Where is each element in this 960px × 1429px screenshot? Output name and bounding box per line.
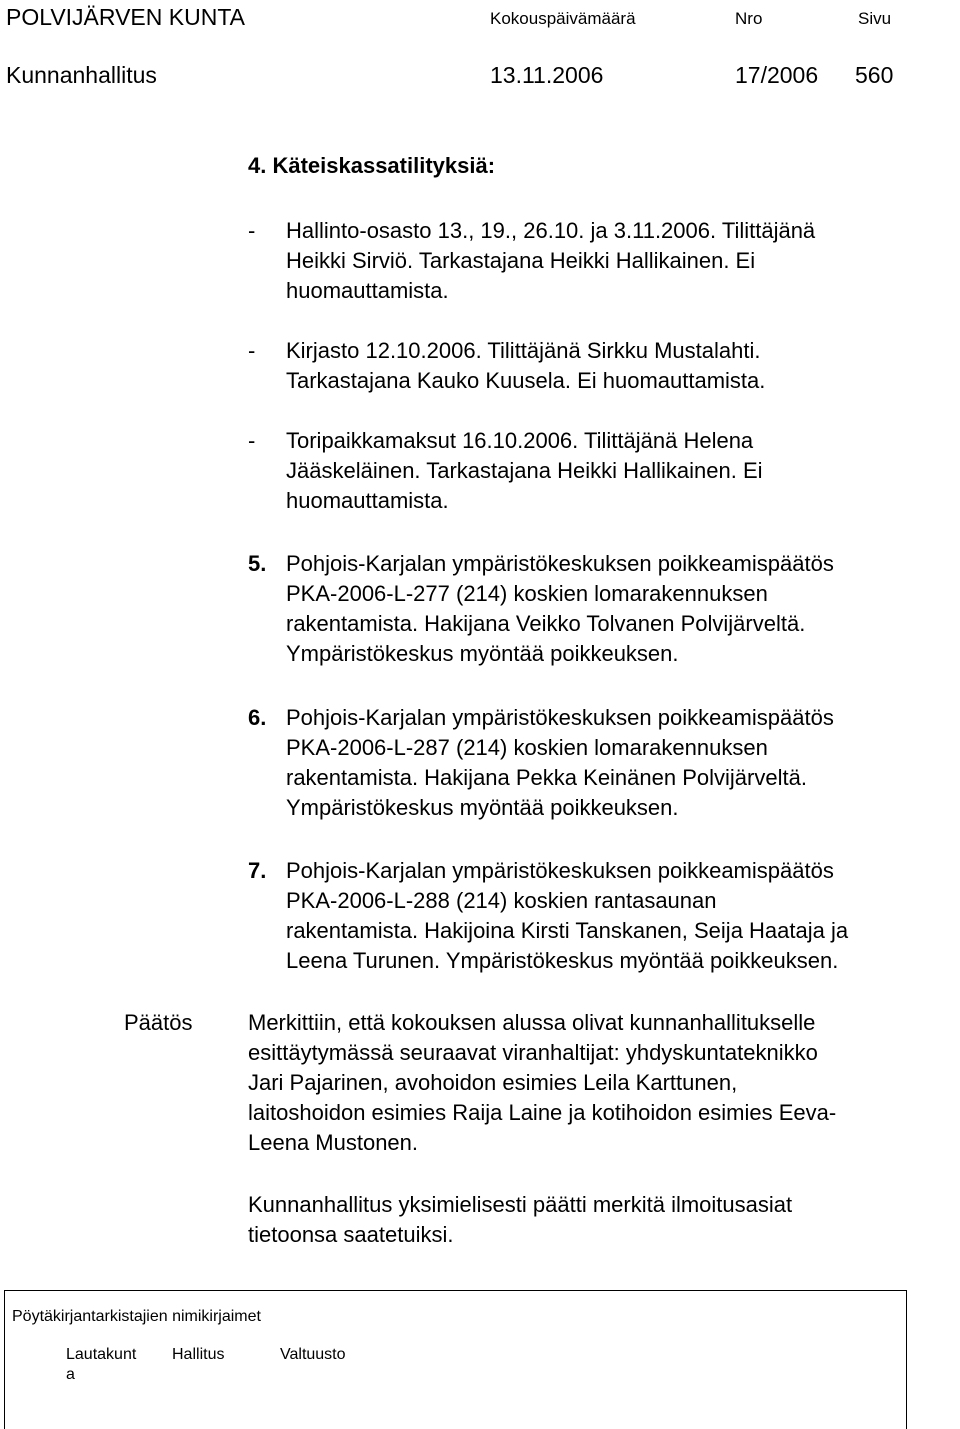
page-label: Sivu [858,9,892,28]
item-dash: - [248,428,256,453]
section-number: 6. [248,705,267,730]
section-line: Pohjois-Karjalan ympäristökeskuksen poikkeamispäätös [286,551,834,576]
footer-title: Pöytäkirjantarkistajien nimikirjaimet [12,1308,261,1325]
item-dash: - [248,338,256,363]
section-line: PKA-2006-L-287 (214) koskien lomarakennuksen [286,735,768,760]
section-4-title: 4. Käteiskassatilityksiä: [248,153,496,178]
decision-line: Merkittiin, että kokouksen alussa olivat kunnanhallitukselle [248,1010,816,1035]
meeting-date: 13.11.2006 [490,62,604,88]
decision-line: esittäytymässä seuraavat viranhaltijat: yhdyskuntateknikko [248,1040,818,1065]
item-line: Toripaikkamaksut 16.10.2006. Tilittäjänä Helena [286,428,754,453]
decision-line: Kunnanhallitus yksimielisesti päätti merkitä ilmoitusasiat [248,1192,793,1217]
decision-line: laitoshoidon esimies Raija Laine ja kotihoidon esimies Eeva- [248,1100,837,1125]
item-line: Heikki Sirviö. Tarkastajana Heikki Hallikainen. Ei [286,248,756,273]
section-line: PKA-2006-L-277 (214) koskien lomarakennuksen [286,581,768,606]
nro-label: Nro [735,9,763,28]
footer-left-rule [4,1290,5,1429]
footer-col-hallitus: Hallitus [172,1346,225,1363]
section-number: 5. [248,551,267,576]
footer-col-lautakunta: Lautakunt [66,1346,137,1363]
decision-line: Jari Pajarinen, avohoidon esimies Leila Karttunen, [248,1070,738,1095]
decision-label: Päätös [124,1010,193,1035]
item-line: Kirjasto 12.10.2006. Tilittäjänä Sirkku Mustalahti. [286,338,761,363]
section-line: Ympäristökeskus myöntää poikkeuksen. [286,641,679,666]
footer-col-lautakunta-wrap: a [66,1366,75,1383]
decision-line: Leena Mustonen. [248,1130,419,1155]
section-line: Pohjois-Karjalan ympäristökeskuksen poikkeamispäätös [286,858,834,883]
item-line: Jääskeläinen. Tarkastajana Heikki Hallikainen. Ei [286,458,763,483]
date-label: Kokouspäivämäärä [490,9,636,28]
section-line: Leena Turunen. Ympäristökeskus myöntää poikkeuksen. [286,948,839,973]
section-line: rakentamista. Hakijoina Kirsti Tanskanen, Seija Haataja ja [286,918,849,943]
meeting-number: 17/2006 [735,62,819,88]
item-dash: - [248,218,256,243]
section-line: PKA-2006-L-288 (214) koskien rantasaunan [286,888,717,913]
footer-top-rule [4,1290,907,1291]
section-line: Pohjois-Karjalan ympäristökeskuksen poikkeamispäätös [286,705,834,730]
org-name: POLVIJÄRVEN KUNTA [6,4,246,30]
section-line: rakentamista. Hakijana Veikko Tolvanen Polvijärveltä. [286,611,806,636]
decision-line: tietoonsa saatetuiksi. [248,1222,454,1247]
body-name: Kunnanhallitus [6,62,157,88]
item-line: Tarkastajana Kauko Kuusela. Ei huomauttamista. [286,368,766,393]
item-line: Hallinto-osasto 13., 19., 26.10. ja 3.11.2006. Tilittäjänä [286,218,816,243]
footer-right-rule [906,1290,907,1429]
section-line: rakentamista. Hakijana Pekka Keinänen Polvijärveltä. [286,765,807,790]
item-line: huomauttamista. [286,488,449,513]
footer-col-valtuusto: Valtuusto [280,1346,346,1363]
page-number: 560 [855,62,894,88]
item-line: huomauttamista. [286,278,449,303]
section-number: 7. [248,858,267,883]
section-line: Ympäristökeskus myöntää poikkeuksen. [286,795,679,820]
